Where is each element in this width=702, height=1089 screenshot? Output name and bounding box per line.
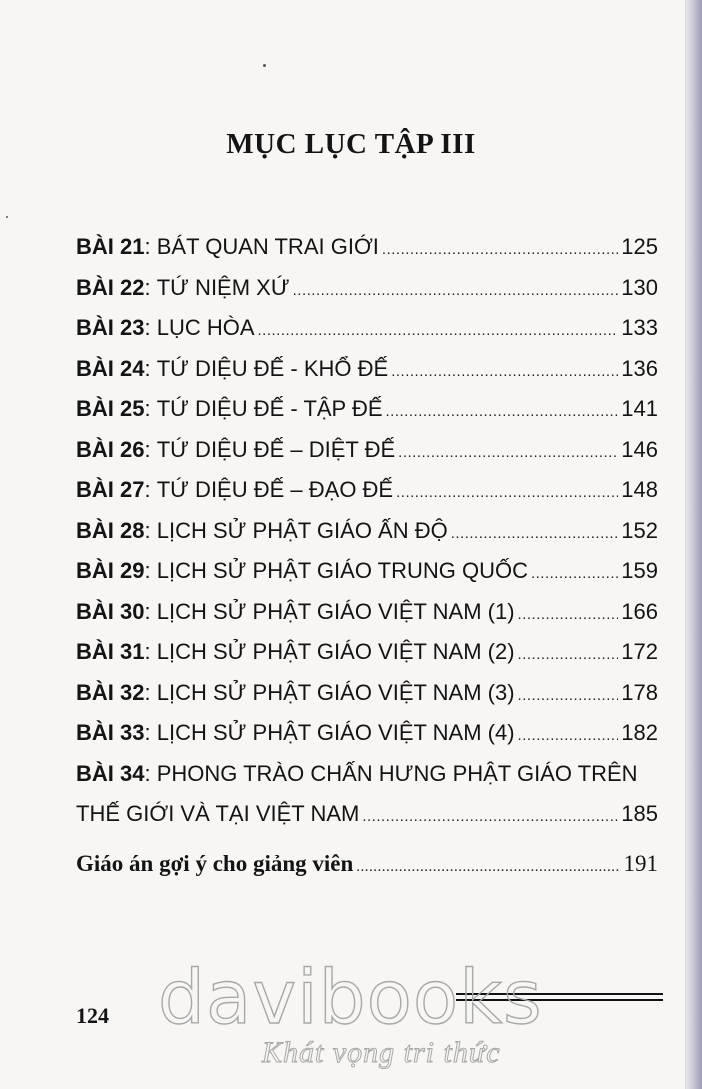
dot-leader — [518, 716, 619, 757]
dot-leader — [518, 595, 619, 636]
lesson-separator: : — [144, 396, 157, 421]
lesson-separator: : — [144, 639, 157, 664]
dot-leader — [356, 845, 620, 889]
lesson-number: BÀI 31 — [76, 639, 145, 664]
dot-leader — [386, 392, 619, 433]
page-number: 133 — [621, 315, 658, 340]
lesson-separator: : — [144, 679, 157, 705]
toc-entry — [76, 511, 658, 552]
toc-entry — [76, 632, 658, 673]
toc-entry — [76, 268, 658, 309]
lesson-title: LỊCH SỬ PHẬT GIÁO VIỆT NAM (1) — [156, 598, 515, 624]
toc-entry — [76, 349, 658, 390]
lesson-title: LỊCH SỬ PHẬT GIÁO TRUNG QUỐC — [156, 558, 528, 583]
toc-entry — [76, 592, 658, 633]
print-speck — [6, 216, 8, 218]
lesson-title: TỨ NIỆM XỨ — [156, 274, 290, 300]
lesson-number: BÀI 22 — [76, 274, 145, 300]
lesson-title: LỊCH SỬ PHẬT GIÁO VIỆT NAM (3) — [156, 679, 515, 705]
toc-list — [76, 227, 658, 835]
toc-entry — [76, 713, 658, 754]
lesson-separator: : — [144, 558, 157, 583]
lesson-separator: : — [144, 436, 157, 462]
dot-leader — [382, 230, 618, 271]
dot-leader — [451, 514, 619, 555]
page-number: 130 — [621, 274, 658, 300]
page-number: 166 — [621, 598, 658, 624]
toc-entry — [76, 430, 658, 471]
lesson-title: BÁT QUAN TRAI GIỚI — [156, 234, 379, 259]
lesson-separator: : — [144, 234, 157, 259]
lesson-title: TỨ DIỆU ĐẾ – ĐẠO ĐẾ — [156, 477, 394, 502]
print-speck — [263, 64, 266, 67]
lesson-separator: : — [144, 720, 157, 745]
page-number: 141 — [621, 396, 658, 421]
page-number: 191 — [623, 851, 658, 876]
lesson-number: BÀI 24 — [76, 355, 145, 381]
dot-leader — [293, 271, 619, 312]
toc-entry-34-line2 — [76, 794, 658, 835]
watermark-logo: davibooks — [158, 955, 543, 1041]
lesson-number: BÀI 21 — [76, 234, 145, 259]
page-number: 178 — [621, 679, 658, 705]
toc-title: MỤC LỤC TẬP III — [226, 128, 476, 160]
page-number: 152 — [621, 517, 658, 543]
dot-leader — [398, 433, 618, 474]
lesson-title: TỨ DIỆU ĐẾ - KHỔ ĐẾ — [156, 355, 389, 381]
toc-entry-lesson-plan — [76, 842, 658, 886]
toc-entry — [76, 673, 658, 714]
dot-leader — [518, 676, 619, 717]
lesson-title-line1: PHONG TRÀO CHẤN HƯNG PHẬT GIÁO TRÊN — [156, 760, 638, 786]
lesson-number: BÀI 23 — [76, 315, 145, 340]
page-number: 182 — [621, 720, 658, 745]
dot-leader — [391, 352, 618, 393]
lesson-number: BÀI 27 — [76, 477, 145, 502]
page-number: 159 — [621, 558, 658, 583]
toc-entry — [76, 389, 658, 430]
toc-entry — [76, 227, 658, 268]
lesson-title: TỨ DIỆU ĐẾ – DIỆT ĐẾ — [156, 436, 396, 462]
lesson-title: LỊCH SỬ PHẬT GIÁO ẤN ĐỘ — [156, 517, 448, 543]
lesson-number: BÀI 25 — [76, 396, 145, 421]
lesson-separator: : — [144, 598, 157, 624]
dot-leader — [258, 311, 619, 352]
lesson-title: LỤC HÒA — [156, 315, 255, 340]
lesson-separator: : — [144, 355, 157, 381]
lesson-number: BÀI 32 — [76, 679, 145, 705]
lesson-number: BÀI 28 — [76, 517, 145, 543]
lesson-separator: : — [144, 517, 157, 543]
lesson-number: BÀI 34 — [76, 760, 145, 786]
toc-entry — [76, 551, 658, 592]
page-number: 146 — [621, 436, 658, 462]
lesson-title: TỨ DIỆU ĐẾ - TẬP ĐẾ — [156, 396, 383, 421]
page-number: 148 — [621, 477, 658, 502]
book-page-edge — [686, 0, 702, 1089]
page-number: 172 — [621, 639, 658, 664]
dot-leader — [362, 797, 618, 838]
dot-leader — [396, 473, 618, 514]
lesson-title: LỊCH SỬ PHẬT GIÁO VIỆT NAM (2) — [156, 639, 515, 664]
lesson-separator: : — [144, 274, 157, 300]
lesson-separator: : — [144, 477, 157, 502]
toc-entry — [76, 470, 658, 511]
lesson-number: BÀI 29 — [76, 558, 145, 583]
lesson-title-line2: THẾ GIỚI VÀ TẠI VIỆT NAM — [76, 801, 360, 826]
dot-leader — [531, 554, 618, 595]
lesson-title: LỊCH SỬ PHẬT GIÁO VIỆT NAM (4) — [156, 720, 515, 745]
page-number: 136 — [621, 355, 658, 381]
page-folio: 124 — [76, 1003, 109, 1028]
page-number: 125 — [621, 234, 658, 259]
watermark-tagline: Khát vọng tri thức — [262, 1036, 501, 1069]
toc-entry-34-line1: BÀI 34: PHONG TRÀO CHẤN HƯNG PHẬT GIÁO TRÊN — [76, 760, 638, 786]
lesson-separator: : — [144, 315, 157, 340]
lesson-plan-title: Giáo án gợi ý cho giảng viên — [76, 851, 354, 876]
lesson-number: BÀI 30 — [76, 598, 145, 624]
page-number: 185 — [621, 801, 658, 826]
lesson-number: BÀI 26 — [76, 436, 145, 462]
lesson-number: BÀI 33 — [76, 720, 145, 745]
toc-entry — [76, 308, 658, 349]
dot-leader — [518, 635, 619, 676]
